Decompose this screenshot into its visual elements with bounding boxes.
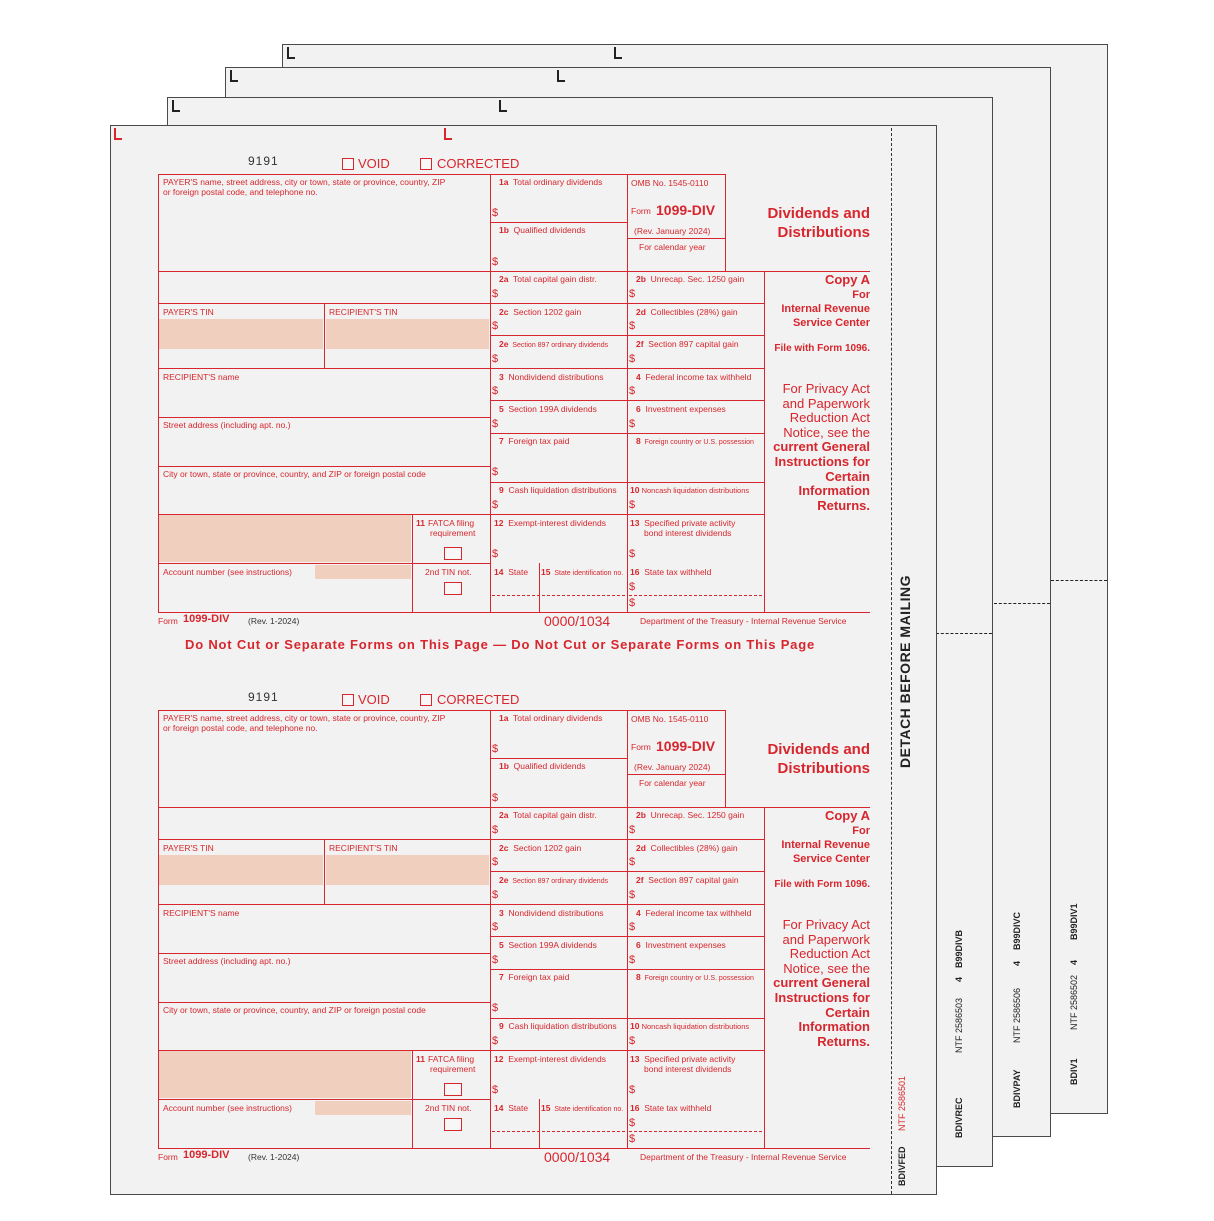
form-rule-line [158, 1148, 870, 1149]
second-tin-label: 2nd TIN not. [425, 567, 472, 577]
privacy-line-9: Returns. [817, 1033, 870, 1049]
form-code: 9191 [248, 690, 279, 704]
box-10-dollar: $ [629, 1035, 636, 1047]
form-rule-line [412, 1050, 413, 1148]
copy-info [774, 272, 870, 356]
box-9-dollar: $ [492, 1035, 499, 1047]
void-checkbox[interactable] [342, 694, 354, 706]
box-10-dollar: $ [629, 499, 636, 511]
box-10-label: 10 Noncash liquidation distributions [630, 485, 750, 495]
account-shaded-area [315, 565, 411, 579]
privacy-line-8: Information [798, 483, 870, 499]
fatca-label-2: requirement [430, 1064, 476, 1074]
form-rule-line [490, 174, 491, 612]
privacy-notice [773, 918, 870, 1049]
detach-before-mailing: DETACH BEFORE MAILING [897, 574, 913, 768]
second-tin-label: 2nd TIN not. [425, 1103, 472, 1113]
void-label: VOID [358, 156, 390, 171]
form-title [767, 740, 870, 778]
box-5-dollar: $ [492, 954, 499, 966]
detach-line [1051, 580, 1107, 581]
omb-number: OMB No. 1545-0110 [631, 178, 709, 188]
fatca-checkbox[interactable] [444, 1083, 462, 1096]
box-15-label: 15 State identification no. [541, 567, 624, 577]
payer-name-label-2: or foreign postal code, and telephone no. [163, 187, 318, 197]
box-6-dollar: $ [629, 954, 636, 966]
box-2a-label: 2a Total capital gain distr. [499, 810, 597, 820]
payer-name-label-2: or foreign postal code, and telephone no. [163, 723, 318, 733]
form-rule-line [158, 417, 490, 418]
box-2c-dollar: $ [492, 856, 499, 868]
box-1b-dollar: $ [492, 792, 499, 804]
fatca-checkbox[interactable] [444, 547, 462, 560]
privacy-line-8: Information [798, 1019, 870, 1035]
footer-rev: (Rev. 1-2024) [248, 616, 300, 626]
box-3-label: 3 Nondividend distributions [499, 372, 604, 382]
form-rule-line [629, 595, 762, 596]
sheet-ntf: NTF 2586502 [1069, 974, 1079, 1030]
box-2d-label: 2d Collectibles (28%) gain [636, 843, 738, 853]
form-rule-line [158, 466, 490, 467]
form-rule-line [158, 1002, 490, 1003]
void-checkbox[interactable] [342, 158, 354, 170]
form-rule-line [158, 368, 765, 369]
form-word: Form [631, 742, 651, 752]
form-rule-line [627, 174, 628, 612]
form-rule-line [492, 1131, 625, 1132]
detach-line [891, 128, 892, 1194]
recipient-tin-label: RECIPIENT'S TIN [329, 307, 398, 317]
fatca-label: FATCA filing [428, 1054, 475, 1064]
box-16-label: 16 State tax withheld [630, 567, 712, 577]
form-title-line-1: Dividends and [767, 205, 870, 222]
corner-mark [499, 100, 507, 112]
box-5-label: 5 Section 199A dividends [499, 404, 597, 414]
privacy-line-5: current General [773, 439, 870, 455]
street-label: Street address (including apt. no.) [163, 420, 291, 430]
payer-tin-label: PAYER'S TIN [163, 843, 214, 853]
payer-tin-field[interactable] [159, 319, 323, 349]
payer-name-label: PAYER'S name, street address, city or town, state or province, country, ZIP [163, 713, 446, 723]
box-2d-label: 2d Collectibles (28%) gain [636, 307, 738, 317]
box-2e-label: 2e Section 897 ordinary dividends [499, 339, 609, 349]
box-14-label: 14 State [494, 567, 529, 577]
box-1a-dollar: $ [492, 743, 499, 755]
form-rule-line [490, 710, 491, 1148]
form-rule-line [158, 953, 490, 954]
box-2d-dollar: $ [629, 320, 636, 332]
privacy-line-3: Reduction Act [789, 946, 870, 962]
corrected-label: CORRECTED [437, 692, 520, 707]
box-7-label: 7 Foreign tax paid [499, 972, 570, 982]
corner-mark [557, 70, 565, 82]
box-2c-label: 2c Section 1202 gain [499, 843, 582, 853]
box-2f-label: 2f Section 897 capital gain [636, 875, 739, 885]
privacy-line-6: Instructions for [774, 989, 870, 1005]
form-rule-line [627, 238, 725, 239]
second-tin-checkbox[interactable] [444, 1118, 462, 1131]
fatca-shaded-area [159, 515, 411, 562]
payer-name-label: PAYER'S name, street address, city or town, state or province, country, ZIP [163, 177, 446, 187]
privacy-line-5: current General [773, 975, 870, 991]
box-12-label: 12 Exempt-interest dividends [494, 518, 606, 528]
box-7-dollar: $ [492, 466, 499, 478]
form-rule-line [764, 271, 765, 612]
form-rule-line [158, 839, 765, 840]
privacy-line-3: Reduction Act [789, 410, 870, 426]
box-13-dollar: $ [629, 1084, 636, 1096]
for-label: For [852, 289, 870, 301]
form-rule-line [539, 563, 540, 612]
form-name: 1099-DIV [656, 738, 716, 754]
city-label: City or town, state or province, country, and ZIP or foreign postal code [163, 469, 426, 479]
detach-line [994, 603, 1050, 604]
form-rule-line [627, 774, 725, 775]
revision: (Rev. January 2024) [634, 762, 711, 772]
privacy-line-4: Notice, see the [783, 960, 870, 976]
detach-line [936, 633, 992, 634]
box-10-label: 10 Noncash liquidation distributions [630, 1021, 750, 1031]
sheet-num: 4 [1069, 959, 1079, 965]
fatca-label-2: requirement [430, 528, 476, 538]
box-5-dollar: $ [492, 418, 499, 430]
box-13-label: 13 Specified private activity [630, 1054, 736, 1064]
sheet-ntf: NTF 2586506 [1012, 987, 1022, 1043]
form-rule-line [158, 563, 490, 564]
irs-label-2: Service Center [792, 853, 870, 865]
box-13-label-2: bond interest dividends [644, 528, 732, 538]
account-shaded-area [315, 1101, 411, 1115]
middle-notice: Do Not Cut or Separate Forms on This Page — Do Not Cut or Separate Forms on This Page [185, 637, 815, 652]
street-label: Street address (including apt. no.) [163, 956, 291, 966]
box-16-dollar-1: $ [629, 581, 636, 593]
footer-form-word: Form [158, 616, 178, 626]
sheet-name: B99DIVC [1012, 911, 1022, 950]
box-1a-label: 1a Total ordinary dividends [499, 177, 603, 187]
footer-form-word: Form [158, 1152, 178, 1162]
box-1a-dollar: $ [492, 207, 499, 219]
privacy-line-1: For Privacy Act [782, 917, 870, 932]
form-rule-line [725, 710, 726, 807]
omb-number: OMB No. 1545-0110 [631, 714, 709, 724]
box-4-label: 4 Federal income tax withheld [636, 908, 752, 918]
box-15-label: 15 State identification no. [541, 1103, 624, 1113]
sheet-code: BDIV1 [1069, 1058, 1079, 1085]
form-name: 1099-DIV [656, 202, 716, 218]
box-2b-label: 2b Unrecap. Sec. 1250 gain [636, 274, 745, 284]
fatca-label: FATCA filing [428, 518, 475, 528]
box-14-label: 14 State [494, 1103, 529, 1113]
box-1b-label: 1b Qualified dividends [499, 761, 586, 771]
form-rule-line [764, 807, 765, 1148]
footer-department: Department of the Treasury - Internal Revenue Service [640, 616, 847, 626]
box-8-label: 8 Foreign country or U.S. possession [636, 972, 754, 982]
account-label: Account number (see instructions) [163, 1103, 292, 1113]
corrected-checkbox[interactable] [420, 158, 432, 170]
fatca-shaded-area [159, 1051, 411, 1098]
city-label: City or town, state or province, country, and ZIP or foreign postal code [163, 1005, 426, 1015]
form-rule-line [539, 1099, 540, 1148]
irs-label-1: Internal Revenue [781, 303, 870, 315]
payer-tin-label: PAYER'S TIN [163, 307, 214, 317]
box-2c-label: 2c Section 1202 gain [499, 307, 582, 317]
footer-rev: (Rev. 1-2024) [248, 1152, 300, 1162]
box-2a-label: 2a Total capital gain distr. [499, 274, 597, 284]
form-rule-line [412, 514, 413, 612]
box-13-label-2: bond interest dividends [644, 1064, 732, 1074]
fatca-number: 11 [416, 518, 425, 528]
form-rule-line [158, 174, 725, 175]
privacy-line-9: Returns. [817, 497, 870, 513]
box-3-dollar: $ [492, 385, 499, 397]
privacy-line-7: Certain [825, 468, 870, 484]
box-2f-dollar: $ [629, 889, 636, 901]
recipient-name-label: RECIPIENT'S name [163, 908, 240, 918]
sheet-code: BDIVFED [897, 1146, 907, 1186]
box-3-label: 3 Nondividend distributions [499, 908, 604, 918]
corner-mark [172, 100, 180, 112]
form-rule-line [158, 303, 765, 304]
form-title-line-2: Distributions [777, 760, 870, 777]
form-rule-line [158, 612, 870, 613]
box-2f-label: 2f Section 897 capital gain [636, 339, 739, 349]
box-2c-dollar: $ [492, 320, 499, 332]
corner-mark [287, 47, 295, 59]
sheet-ntf: NTF 2586503 [954, 997, 964, 1053]
form-title-line-1: Dividends and [767, 741, 870, 758]
box-2e-label: 2e Section 897 ordinary dividends [499, 875, 609, 885]
box-2a-dollar: $ [492, 288, 499, 300]
box-4-label: 4 Federal income tax withheld [636, 372, 752, 382]
sheet-name: B99DIVB [954, 929, 964, 968]
fatca-number: 11 [416, 1054, 425, 1064]
box-12-dollar: $ [492, 1084, 499, 1096]
copy-label: Copy A [824, 272, 870, 287]
recipient-tin-field[interactable] [326, 319, 489, 349]
recipient-tin-label: RECIPIENT'S TIN [329, 843, 398, 853]
privacy-line-4: Notice, see the [783, 424, 870, 440]
box-2b-dollar: $ [629, 288, 636, 300]
second-tin-checkbox[interactable] [444, 582, 462, 595]
form-code: 9191 [248, 154, 279, 168]
box-4-dollar: $ [629, 385, 636, 397]
file-with-label: File with Form 1096. [774, 879, 870, 890]
revision: (Rev. January 2024) [634, 226, 711, 236]
footer-code: 0000/1034 [544, 613, 611, 629]
file-with-label: File with Form 1096. [774, 343, 870, 354]
box-9-label: 9 Cash liquidation distributions [499, 485, 617, 495]
corner-mark [114, 128, 122, 140]
privacy-line-6: Instructions for [774, 453, 870, 469]
box-6-label: 6 Investment expenses [636, 940, 726, 950]
calendar-year: For calendar year [639, 242, 706, 252]
form-rule-line [490, 222, 627, 223]
box-1a-label: 1a Total ordinary dividends [499, 713, 603, 723]
recipient-tin-field[interactable] [326, 855, 489, 885]
corner-mark [614, 47, 622, 59]
box-7-label: 7 Foreign tax paid [499, 436, 570, 446]
form-rule-line [324, 303, 325, 368]
recipient-name-label: RECIPIENT'S name [163, 372, 240, 382]
box-9-label: 9 Cash liquidation distributions [499, 1021, 617, 1031]
form-title-line-2: Distributions [777, 224, 870, 241]
box-9-dollar: $ [492, 499, 499, 511]
form-copy-bottom [110, 686, 890, 1221]
void-label: VOID [358, 692, 390, 707]
corrected-label: CORRECTED [437, 156, 520, 171]
calendar-year: For calendar year [639, 778, 706, 788]
form-rule-line [324, 839, 325, 904]
sheet-ntf: NTF 2586501 [897, 1075, 907, 1131]
form-rule-line [158, 1099, 490, 1100]
for-label: For [852, 825, 870, 837]
privacy-notice [773, 382, 870, 513]
box-7-dollar: $ [492, 1002, 499, 1014]
privacy-line-2: and Paperwork [782, 931, 870, 947]
box-2b-label: 2b Unrecap. Sec. 1250 gain [636, 810, 745, 820]
irs-label-2: Service Center [792, 317, 870, 329]
box-13-label: 13 Specified private activity [630, 518, 736, 528]
corrected-checkbox[interactable] [420, 694, 432, 706]
box-2f-dollar: $ [629, 353, 636, 365]
form-rule-line [158, 710, 725, 711]
footer-form-name: 1099-DIV [183, 613, 230, 625]
copy-info [774, 808, 870, 892]
form-copy-top [110, 150, 890, 685]
box-1b-dollar: $ [492, 256, 499, 268]
payer-tin-field[interactable] [159, 855, 323, 885]
box-16-label: 16 State tax withheld [630, 1103, 712, 1113]
box-2e-dollar: $ [492, 889, 499, 901]
box-8-label: 8 Foreign country or U.S. possession [636, 436, 754, 446]
sheet-num: 4 [1012, 960, 1022, 966]
corner-mark [230, 70, 238, 82]
sheet-code: BDIVPAY [1012, 1069, 1022, 1108]
box-16-dollar-2: $ [629, 1133, 636, 1145]
privacy-line-1: For Privacy Act [782, 381, 870, 396]
box-4-dollar: $ [629, 921, 636, 933]
box-6-label: 6 Investment expenses [636, 404, 726, 414]
box-3-dollar: $ [492, 921, 499, 933]
box-5-label: 5 Section 199A dividends [499, 940, 597, 950]
form-rule-line [627, 710, 628, 1148]
corner-mark [444, 128, 452, 140]
footer-code: 0000/1034 [544, 1149, 611, 1165]
box-2a-dollar: $ [492, 824, 499, 836]
sheet-code: BDIVREC [954, 1097, 964, 1138]
copy-label: Copy A [824, 808, 870, 823]
form-rule-line [158, 904, 765, 905]
box-13-dollar: $ [629, 548, 636, 560]
box-1b-label: 1b Qualified dividends [499, 225, 586, 235]
account-label: Account number (see instructions) [163, 567, 292, 577]
sheet-name: B99DIV1 [1069, 903, 1079, 940]
box-16-dollar-2: $ [629, 597, 636, 609]
form-rule-line [492, 595, 625, 596]
privacy-line-7: Certain [825, 1004, 870, 1020]
footer-department: Department of the Treasury - Internal Revenue Service [640, 1152, 847, 1162]
form-rule-line [725, 174, 726, 271]
box-12-label: 12 Exempt-interest dividends [494, 1054, 606, 1064]
box-2d-dollar: $ [629, 856, 636, 868]
box-2b-dollar: $ [629, 824, 636, 836]
box-2e-dollar: $ [492, 353, 499, 365]
sheet-num: 4 [954, 976, 964, 982]
footer-form-name: 1099-DIV [183, 1149, 230, 1161]
privacy-line-2: and Paperwork [782, 395, 870, 411]
box-6-dollar: $ [629, 418, 636, 430]
box-12-dollar: $ [492, 548, 499, 560]
form-word: Form [631, 206, 651, 216]
form-rule-line [629, 1131, 762, 1132]
irs-label-1: Internal Revenue [781, 839, 870, 851]
form-title [767, 204, 870, 242]
box-16-dollar-1: $ [629, 1117, 636, 1129]
form-rule-line [490, 758, 627, 759]
